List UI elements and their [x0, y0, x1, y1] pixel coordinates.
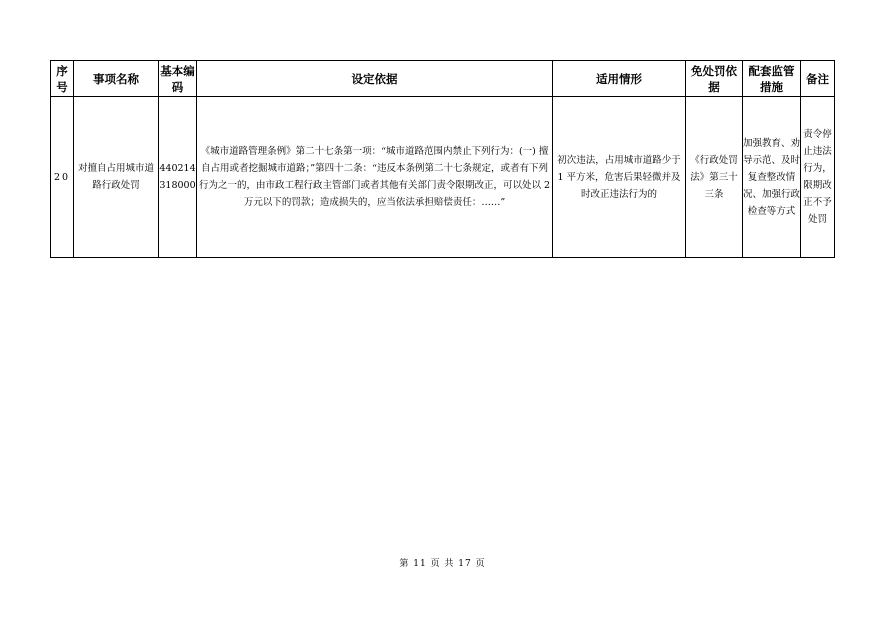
cell-basic-code: 440214318000: [159, 97, 197, 258]
cell-supervision-measures: 加强教育、劝导示范、及时复查整改情况、加强行政检查等方式: [743, 97, 801, 258]
header-basic-code: 基本编码: [159, 61, 197, 97]
cell-legal-basis: 《城市道路管理条例》第二十七条第一项：“城市道路范围内禁止下列行为：(一) 擅自占用或者挖掘城市道路；”第四十二条：“违反本条例第二十七条规定，或者有下列行为之一的，由市政工程行政主管部门或者其他有关部门责令限期改正，可以处以 2 万元以下的罚款；造成损失的，应当依法承担赔偿责任：……”: [197, 97, 553, 258]
cell-note: 责令停止违法行为，限期改正不予处罚: [801, 97, 835, 258]
header-exemption-basis: 免处罚依据: [686, 61, 743, 97]
cell-applicable-case: 初次违法，占用城市道路少于 1 平方米，危害后果轻微并及时改正违法行为的: [553, 97, 686, 258]
cell-seq: 20: [51, 97, 74, 258]
page-number: 第 11 页 共 17 页: [399, 559, 486, 569]
header-supervision-measures: 配套监管措施: [743, 61, 801, 97]
header-item-name: 事项名称: [74, 61, 159, 97]
header-legal-basis: 设定依据: [197, 61, 553, 97]
table-row: [51, 97, 835, 258]
header-note: 备注: [801, 61, 835, 97]
enforcement-table: [50, 60, 835, 258]
cell-item-name: 对擅自占用城市道路行政处罚: [74, 97, 159, 258]
header-seq: 序号: [51, 61, 74, 97]
header-applicable-case: 适用情形: [553, 61, 686, 97]
cell-exemption-basis: 《行政处罚法》第三十三条: [686, 97, 743, 258]
table-header-row: [51, 61, 835, 97]
